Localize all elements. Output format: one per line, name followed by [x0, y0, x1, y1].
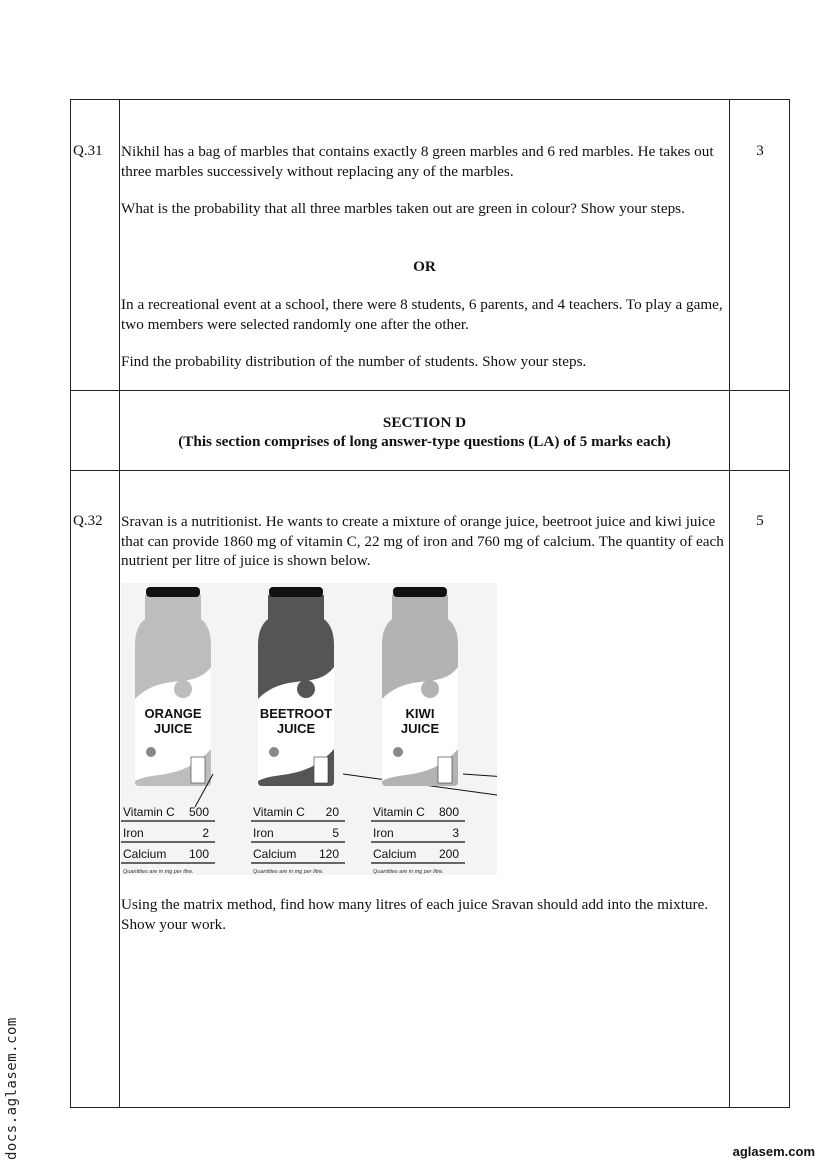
- kiwi-bottle-name-line2: JUICE: [400, 721, 440, 736]
- table-border-left: [70, 99, 71, 1108]
- orange-nutrient-name: Vitamin C: [123, 805, 175, 819]
- question-32-ask: Using the matrix method, find how many litres of each juice Sravan should add into the mixture. Show your work.: [121, 896, 709, 933]
- question-31-marks: 3: [756, 143, 764, 159]
- orange-decor-icon: [146, 747, 156, 757]
- beetroot-decor-icon: [269, 747, 279, 757]
- orange-nutrition-sticker-icon: [191, 757, 205, 783]
- beetroot-nutrient-value: 20: [325, 805, 339, 819]
- section-subtitle: (This section comprises of long answer-type questions (LA) of 5 marks each): [178, 433, 671, 450]
- question-32-text: Sravan is a nutritionist. He wants to create a mixture of orange juice, beetroot juice and kiwi juice that can provide 1860 mg of vitamin C, 22 mg of iron and 760 mg of calcium. The quantity of each nutrient per litre of juice is shown below.: [121, 513, 724, 569]
- table-column-divider-2: [729, 99, 730, 1108]
- orange-bottle-name-line2: JUICE: [153, 721, 193, 736]
- orange-fruit-logo-icon: [174, 680, 192, 698]
- orange-nutrient-value: 100: [188, 847, 209, 861]
- kiwi-nutrient-name: Calcium: [373, 847, 417, 861]
- beetroot-nutrition-sticker-icon: [314, 757, 328, 783]
- beetroot-bottle: [258, 587, 334, 786]
- orange-bottle-name-line1: ORANGE: [144, 706, 202, 721]
- orange-bottle: [135, 587, 211, 786]
- kiwi-nutrient-value: 3: [452, 826, 459, 840]
- footer-brand: aglasem.com: [732, 1144, 815, 1159]
- question-32-number: Q.32: [73, 513, 103, 529]
- beetroot-nutrient-value: 5: [332, 826, 339, 840]
- beetroot-nutrient-name: Vitamin C: [253, 805, 305, 819]
- orange-bottle-cap: [146, 587, 200, 597]
- question-31-number: Q.31: [73, 143, 103, 159]
- kiwi-decor-icon: [393, 747, 403, 757]
- beetroot-bottle-name-line2: JUICE: [276, 721, 316, 736]
- question-32-marks: 5: [756, 513, 764, 529]
- juice-bottles-figure: [121, 583, 497, 875]
- kiwi-nutrient-name: Iron: [373, 826, 394, 840]
- kiwi-nutrient-name: Vitamin C: [373, 805, 425, 819]
- or-separator: OR: [413, 258, 436, 275]
- table-row-divider-2: [70, 470, 790, 471]
- table-border-right: [789, 99, 790, 1108]
- question-31-text: Nikhil has a bag of marbles that contains exactly 8 green marbles and 6 red marbles. He takes out three marbles successively without replacing any of the marbles.: [121, 143, 714, 180]
- beetroot-bottle-cap: [269, 587, 323, 597]
- kiwi-bottle-name-line1: KIWI: [405, 706, 435, 721]
- orange-units-note: Quantities are in mg per litre.: [123, 869, 194, 875]
- question-31-alternative-text: In a recreational event at a school, there were 8 students, 6 parents, and 4 teachers. To play a game, two members were selected randomly one after the other.: [121, 296, 723, 333]
- orange-nutrient-name: Iron: [123, 826, 144, 840]
- kiwi-bottle: [382, 587, 458, 786]
- section-title: SECTION D: [382, 414, 467, 431]
- kiwi-nutrient-value: 800: [438, 805, 459, 819]
- kiwi-nutrient-value: 200: [438, 847, 459, 861]
- beetroot-nutrient-value: 120: [318, 847, 339, 861]
- beetroot-units-note: Quantities are in mg per litre.: [253, 869, 324, 875]
- table-border-bottom: [70, 1107, 790, 1108]
- kiwi-fruit-logo-icon: [421, 680, 439, 698]
- table-column-divider-1: [119, 99, 120, 1108]
- kiwi-nutrition-sticker-icon: [438, 757, 452, 783]
- side-watermark: docs.aglasem.com: [4, 1017, 20, 1160]
- orange-nutrient-value: 500: [188, 805, 209, 819]
- orange-nutrient-value: 2: [202, 826, 209, 840]
- beetroot-nutrient-name: Iron: [253, 826, 274, 840]
- beetroot-nutrient-name: Calcium: [253, 847, 297, 861]
- beetroot-bottle-name-line1: BEETROOT: [259, 706, 333, 721]
- orange-nutrient-name: Calcium: [123, 847, 167, 861]
- kiwi-bottle-cap: [393, 587, 447, 597]
- table-row-divider-1: [70, 390, 790, 391]
- question-31-ask: What is the probability that all three marbles taken out are green in colour? Show your steps.: [121, 200, 685, 217]
- beetroot-fruit-logo-icon: [297, 680, 315, 698]
- kiwi-units-note: Quantities are in mg per litre.: [373, 869, 444, 875]
- question-31-alternative-ask: Find the probability distribution of the number of students. Show your steps.: [121, 353, 587, 370]
- table-border-top: [70, 99, 790, 100]
